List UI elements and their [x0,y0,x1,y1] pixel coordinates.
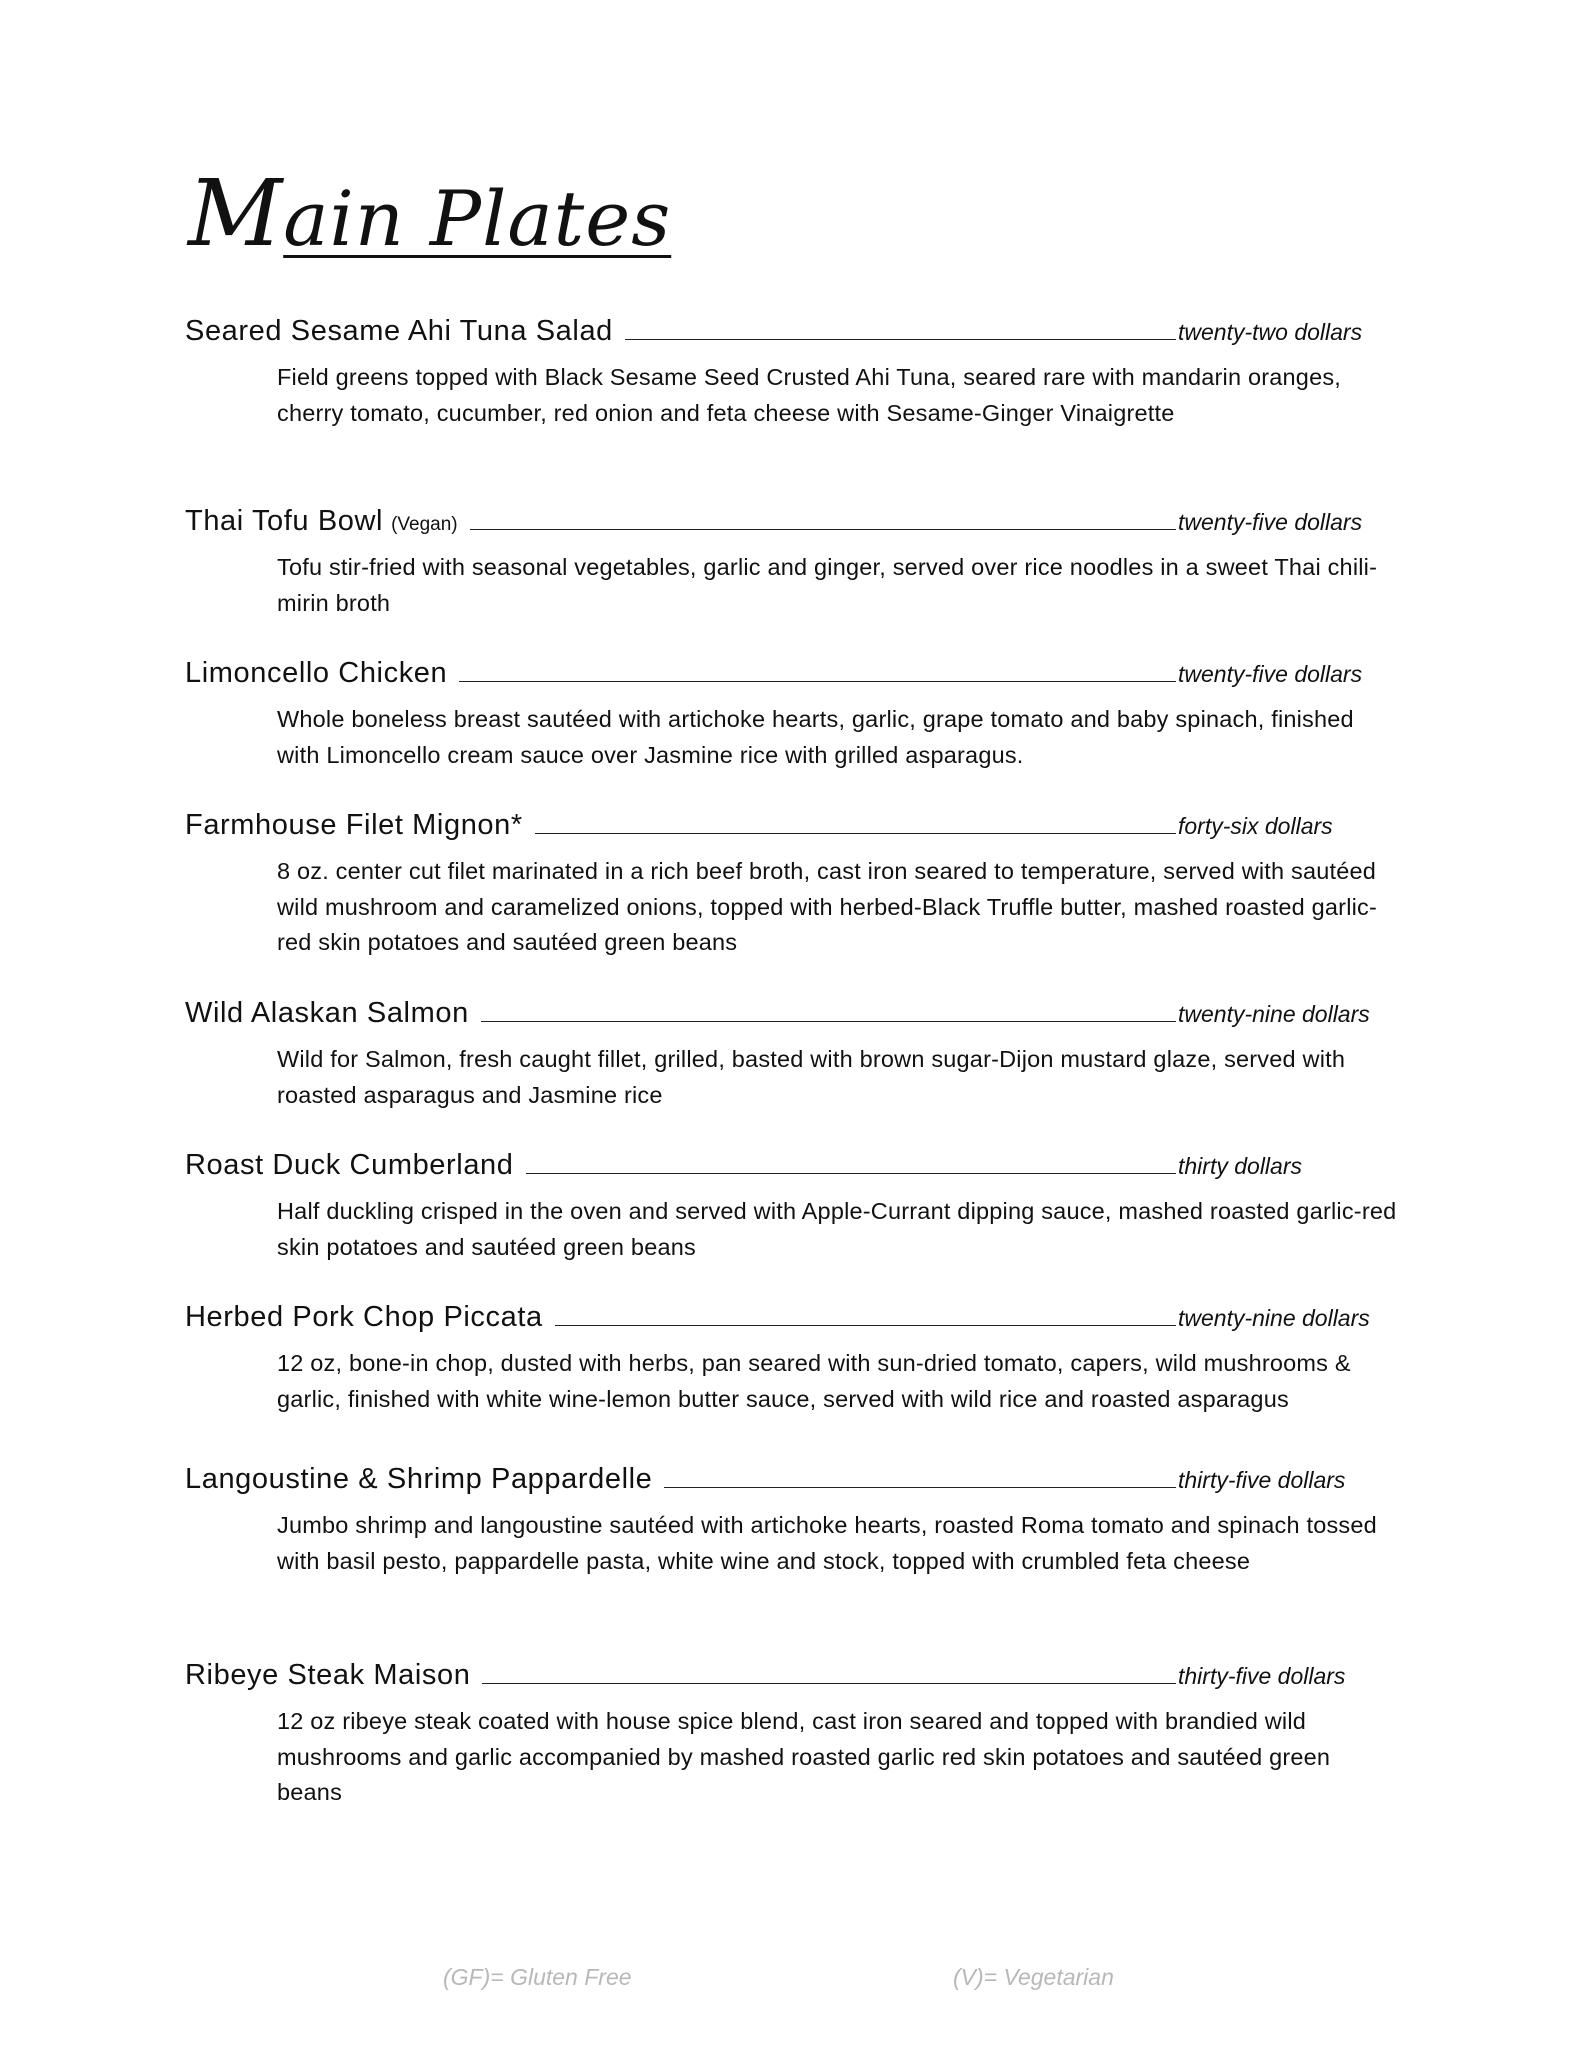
page-title-rest: ain Plates [283,174,672,263]
leader-line [526,1173,1176,1174]
leader-line [664,1487,1176,1488]
menu-item-price: twenty-five dollars [1178,509,1363,535]
leader-line [535,833,1176,834]
menu-item [185,1659,1390,1811]
menu-item-description: 12 oz, bone-in chop, dusted with herbs, pan seared with sun-dried tomato, capers, wild mushrooms & garlic, finished with white wine-lemon butter sauce, served with wild rice and roasted asparagus [277,1350,1351,1412]
menu-item-description: Wild for Salmon, fresh caught fillet, grilled, basted with brown sugar-Dijon mustard glaze, served with roasted asparagus and Jasmine rice [277,1046,1346,1108]
leader-line [625,339,1176,340]
menu-item-header [185,1659,1390,1704]
menu-item-price: thirty-five dollars [1178,1467,1346,1493]
menu-item-price: twenty-five dollars [1178,661,1363,687]
menu-item-name: Thai Tofu Bowl [185,505,384,537]
leader-line [555,1325,1176,1326]
menu-item-name: Herbed Pork Chop Piccata [185,1301,543,1333]
menu-item-description: 8 oz. center cut filet marinated in a rich beef broth, cast iron seared to temperature, served with sautéed wild mushroom and caramelized onions, topped with herbed-Black Truffle butter, mashed roasted garlic-red skin potatoes and sautéed green beans [277,858,1378,955]
leader-line [482,1683,1176,1684]
menu-item-price: twenty-nine dollars [1178,1305,1370,1331]
menu-item-name: Wild Alaskan Salmon [185,997,469,1029]
menu-item-name: Seared Sesame Ahi Tuna Salad [185,315,613,347]
menu-item-description: Half duckling crisped in the oven and served with Apple-Currant dipping sauce, mashed roasted garlic-red skin potatoes and sautéed green beans [277,1198,1397,1260]
menu-item [185,505,1390,657]
menu-item-price: twenty-two dollars [1178,319,1363,345]
menu-item-description: Tofu stir-fried with seasonal vegetables, garlic and ginger, served over rice noodles in a sweet Thai chili-mirin broth [277,554,1378,616]
menu-item-name: Roast Duck Cumberland [185,1149,514,1181]
menu-item-description: 12 oz ribeye steak coated with house spice blend, cast iron seared and topped with brandied wild mushrooms and garlic accompanied by mashed roasted garlic red skin potatoes and sautéed green beans [277,1708,1331,1805]
page-title-initial: M [188,160,284,267]
menu-item-price: thirty-five dollars [1178,1663,1346,1689]
menu-item-description: Whole boneless breast sautéed with artichoke hearts, garlic, grape tomato and baby spinach, finished with Limoncello cream sauce over Jasmine rice with grilled asparagus. [277,706,1354,768]
menu-item-name: Langoustine & Shrimp Pappardelle [185,1463,653,1495]
leader-line [459,681,1176,682]
menu-item-price: twenty-nine dollars [1178,1001,1370,1027]
page-title [188,160,672,267]
menu-item [185,1463,1390,1659]
menu-item [185,315,1390,505]
menu-item-name: Limoncello Chicken [185,657,448,689]
menu-item-header [185,1301,1390,1346]
leader-line [470,529,1176,530]
menu-item-header [185,315,1390,360]
menu-list [185,315,1397,1811]
menu-item-name: Farmhouse Filet Mignon* [185,809,523,841]
menu-item [185,657,1390,809]
menu-item [185,997,1390,1149]
leader-line [481,1021,1176,1022]
menu-item-header [185,1463,1390,1508]
menu-item [185,1149,1397,1301]
menu-item-note: (Vegan) [391,514,458,535]
menu-item-header [185,505,1390,550]
menu-item [185,1301,1390,1463]
menu-item-header [185,1149,1390,1194]
menu-item-header [185,657,1390,702]
menu-item-header [185,997,1390,1042]
menu-item-description: Jumbo shrimp and langoustine sautéed with artichoke hearts, roasted Roma tomato and spinach tossed with basil pesto, pappardelle pasta, white wine and stock, topped with crumbled feta cheese [277,1512,1377,1574]
menu-item-header [185,809,1390,854]
menu-item [185,809,1390,997]
legend-vegetarian: (V)= Vegetarian [953,1964,1114,1990]
menu-item-name: Ribeye Steak Maison [185,1659,471,1691]
legend-gluten-free: (GF)= Gluten Free [443,1964,632,1990]
dietary-legend [0,1964,1582,1994]
menu-item-price: thirty dollars [1178,1153,1302,1179]
menu-item-description: Field greens topped with Black Sesame Seed Crusted Ahi Tuna, seared rare with mandarin oranges, cherry tomato, cucumber, red onion and feta cheese with Sesame-Ginger Vinaigrette [277,364,1342,426]
menu-item-price: forty-six dollars [1178,813,1333,839]
